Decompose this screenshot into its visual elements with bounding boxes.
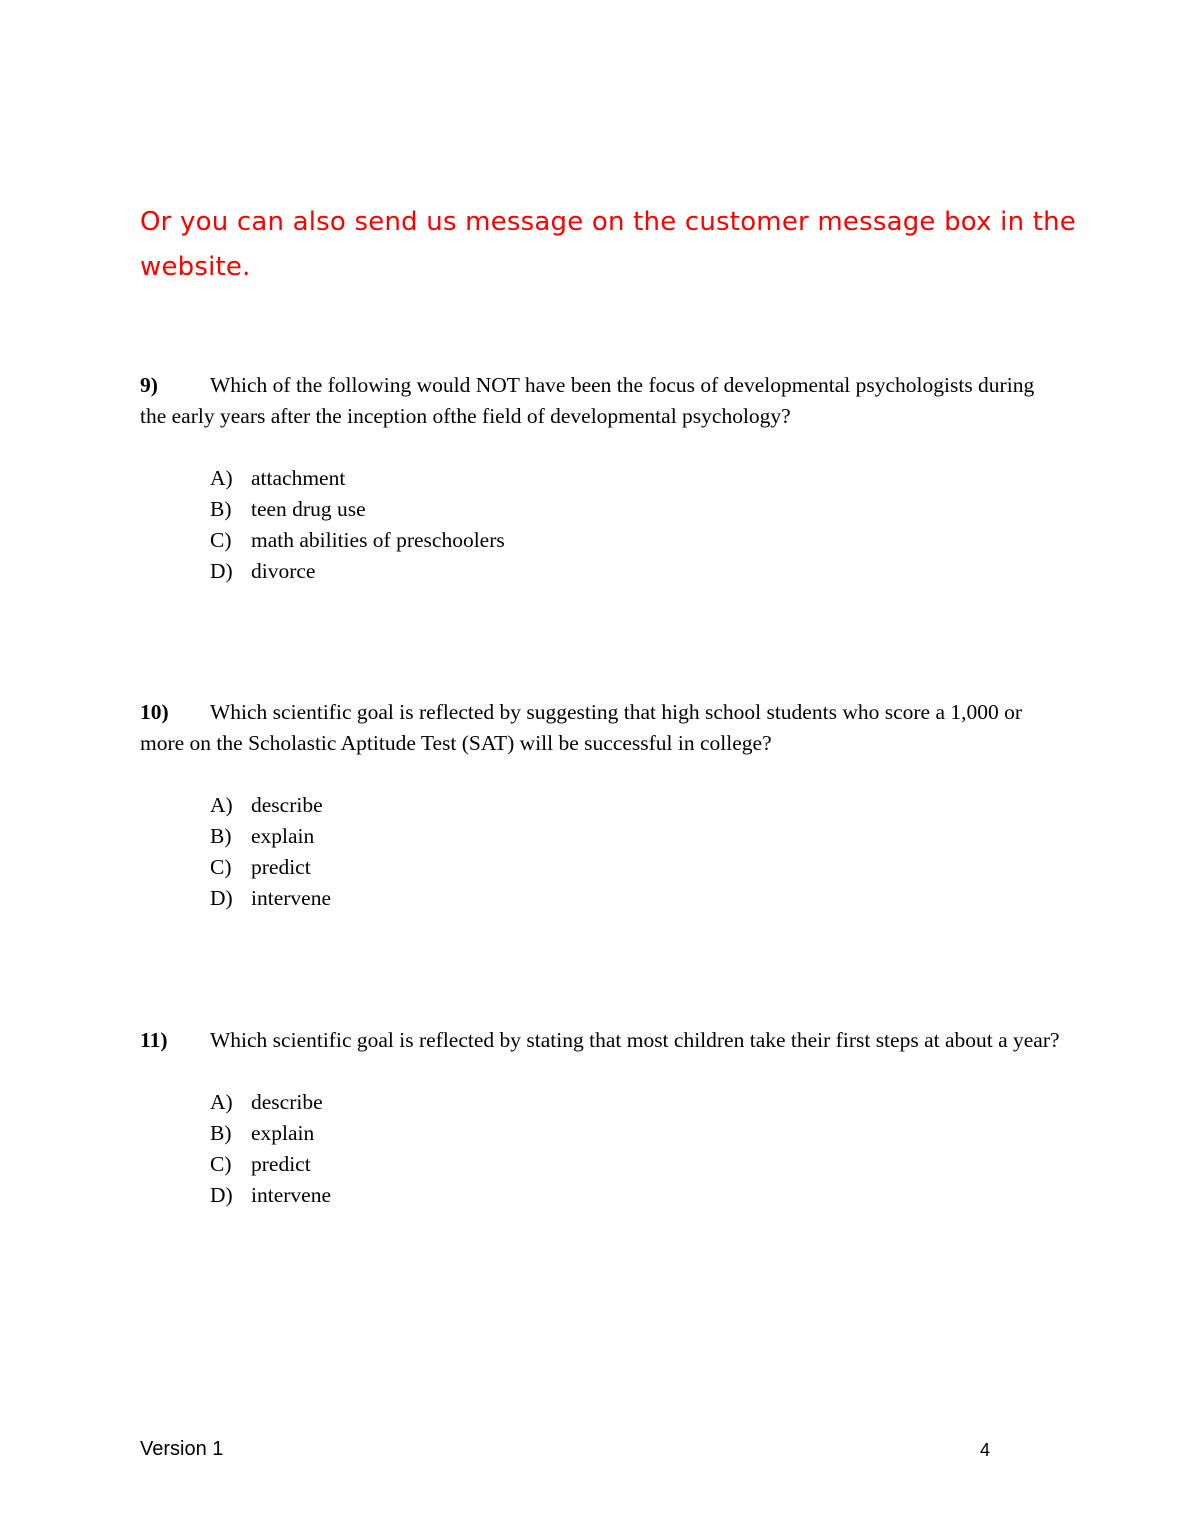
option-text: predict <box>251 1152 311 1176</box>
option-text: math abilities of preschoolers <box>251 528 505 552</box>
option-text: attachment <box>251 466 346 490</box>
question-11 <box>140 1025 1060 1211</box>
question-11-options <box>140 1087 1060 1211</box>
option-c <box>210 852 1060 883</box>
question-9-number: 9) <box>140 373 158 397</box>
option-text: divorce <box>251 559 316 583</box>
question-10-number: 10) <box>140 700 169 724</box>
option-d <box>210 883 1060 914</box>
question-9-options <box>140 463 1060 587</box>
option-a <box>210 463 1060 494</box>
option-a <box>210 790 1060 821</box>
option-text: intervene <box>251 1183 331 1207</box>
question-11-text: Which scientific goal is reflected by stating that most children take their first steps at about a year? <box>210 1028 1060 1052</box>
question-10 <box>140 697 1060 914</box>
option-b <box>210 1118 1060 1149</box>
option-c <box>210 1149 1060 1180</box>
question-11-number: 11) <box>140 1028 168 1052</box>
option-text: describe <box>251 1090 323 1114</box>
option-d <box>210 556 1060 587</box>
option-d <box>210 1180 1060 1211</box>
question-9-text: Which of the following would NOT have been the focus of developmental psychologists during the early years after the inception ofthe field of developmental psychology? <box>140 373 1035 428</box>
option-b <box>210 494 1060 525</box>
option-letter: A) <box>210 1090 233 1114</box>
option-letter: D) <box>210 886 233 910</box>
option-letter: C) <box>210 1152 232 1176</box>
option-a <box>210 1087 1060 1118</box>
option-letter: A) <box>210 793 233 817</box>
option-letter: C) <box>210 855 232 879</box>
option-letter: B) <box>210 497 232 521</box>
option-text: intervene <box>251 886 331 910</box>
question-11-stem <box>140 1025 1060 1056</box>
notice-text: Or you can also send us message on the customer message box in the website. <box>140 207 1076 282</box>
option-text: teen drug use <box>251 497 366 521</box>
option-letter: B) <box>210 824 232 848</box>
footer-page-number: 4 <box>980 1440 991 1460</box>
option-letter: D) <box>210 559 233 583</box>
option-letter: A) <box>210 466 233 490</box>
question-10-options <box>140 790 1060 914</box>
option-c <box>210 525 1060 556</box>
question-10-text: Which scientific goal is reflected by suggesting that high school students who score a 1,000 or more on the Scholastic Aptitude Test (SAT) will be successful in college? <box>140 700 1023 755</box>
option-letter: B) <box>210 1121 232 1145</box>
option-text: explain <box>251 824 315 848</box>
option-b <box>210 821 1060 852</box>
question-9 <box>140 370 1060 587</box>
option-letter: C) <box>210 528 232 552</box>
question-10-stem <box>140 697 1060 759</box>
footer-version: Version 1 <box>140 1438 224 1460</box>
option-letter: D) <box>210 1183 233 1207</box>
option-text: explain <box>251 1121 315 1145</box>
question-9-stem <box>140 370 1060 432</box>
option-text: predict <box>251 855 311 879</box>
option-text: describe <box>251 793 323 817</box>
